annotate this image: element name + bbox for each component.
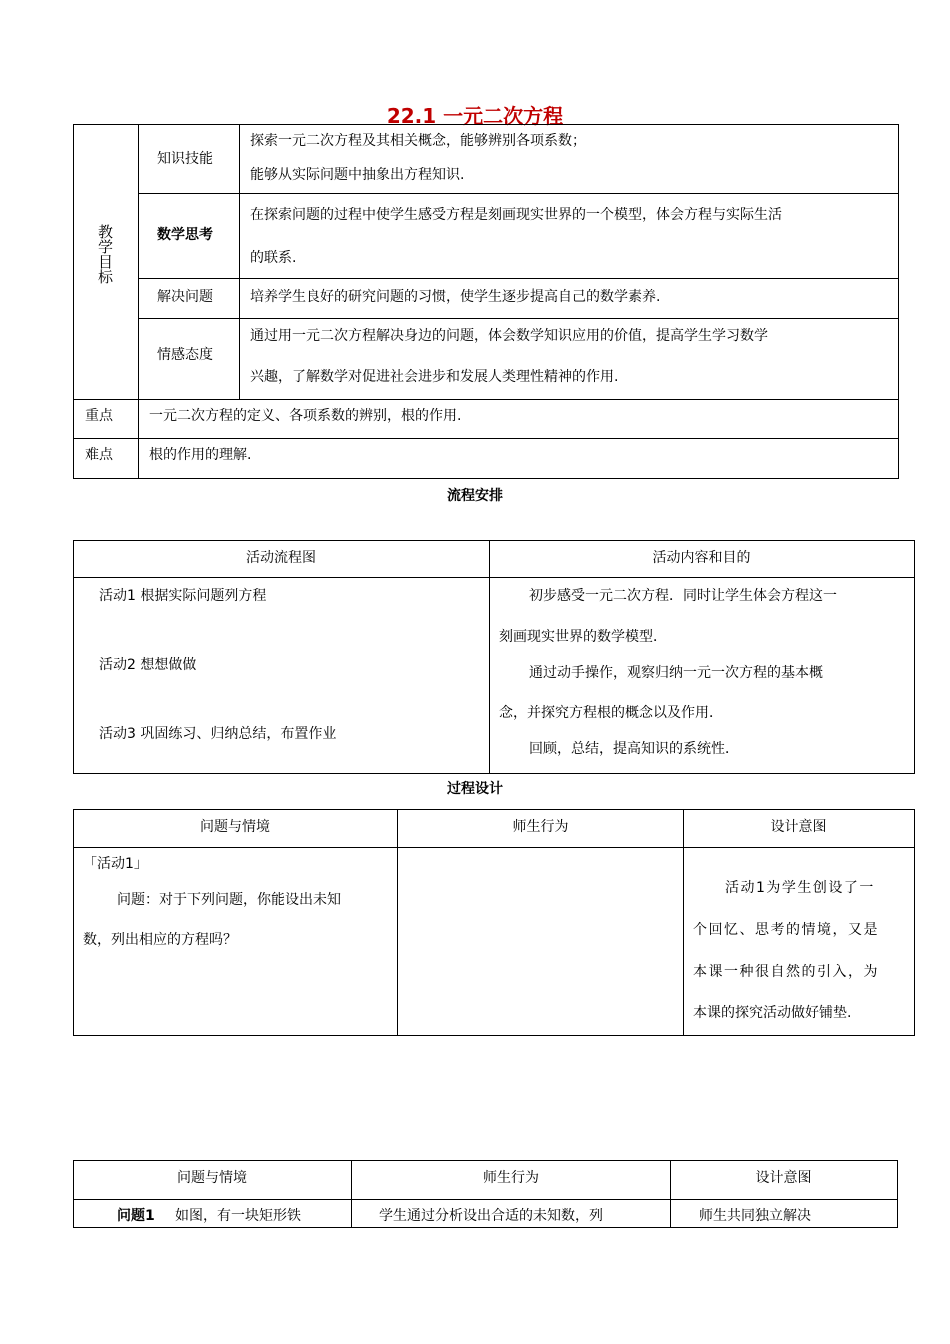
flow-activity: 活动2 想想做做 (99, 657, 197, 673)
objectives-group-label: 教学目标 (96, 224, 114, 284)
intent-text: 个回忆、思考的情境，又是 (693, 922, 879, 938)
design-col-header: 问题与情境 (200, 819, 270, 835)
objective-label-knowledge: 知识技能 (157, 151, 213, 167)
design-col-header: 师生行为 (512, 819, 569, 835)
design2-col-header: 设计意图 (755, 1170, 812, 1186)
flow-content: 刻画现实世界的数学模型． (499, 629, 667, 645)
objectives-table (73, 124, 899, 479)
behavior-text: 学生通过分析设出合适的未知数，列 (379, 1208, 603, 1224)
objective-text: 能够从实际问题中抽象出方程知识. (250, 167, 465, 183)
design-table-2 (73, 1160, 898, 1228)
difficulty-text: 根的作用的理解. (149, 447, 252, 463)
design-col-header: 设计意图 (770, 819, 827, 835)
question-text: 问题：对于下列问题，你能设出未知 (117, 892, 341, 908)
objective-label-attitude: 情感态度 (157, 347, 213, 363)
intent-text-2: 师生共同独立解决 (699, 1208, 811, 1224)
objective-text: 探索一元二次方程及其相关概念，能够辨别各项系数； (250, 133, 586, 149)
intent-text: 活动1为学生创设了一 (725, 880, 875, 896)
flow-col-header: 活动内容和目的 (652, 550, 751, 566)
objective-text: 通过用一元二次方程解决身边的问题，体会数学知识应用的价值，提高学生学习数学 (250, 328, 768, 344)
objective-label-thinking: 数学思考 (157, 227, 213, 243)
intent-text: 本课一种很自然的引入，为 (693, 964, 879, 980)
design2-col-header: 问题与情境 (177, 1170, 247, 1186)
key-point-label: 重点 (85, 408, 113, 424)
problem-text: 如图，有一块矩形铁 (175, 1208, 301, 1224)
problem-label: 问题1 (117, 1208, 155, 1224)
objective-text: 的联系. (250, 250, 297, 266)
flow-content: 通过动手操作，观察归纳一元一次方程的基本概 (529, 665, 823, 681)
design-table (73, 809, 915, 1036)
objective-label-problem: 解决问题 (157, 289, 213, 305)
design-heading: 过程设计 (447, 781, 503, 797)
flow-table (73, 540, 915, 774)
flow-content: 念，并探究方程根的概念以及作用． (499, 705, 723, 721)
flow-activity: 活动1 根据实际问题列方程 (99, 588, 267, 604)
flow-activity: 活动3 巩固练习、归纳总结，布置作业 (99, 726, 337, 742)
objective-text: 兴趣，了解数学对促进社会进步和发展人类理性精神的作用. (250, 369, 619, 385)
activity-tag: 「活动1」 (83, 856, 148, 872)
difficulty-label: 难点 (85, 447, 113, 463)
objective-text: 培养学生良好的研究问题的习惯，使学生逐步提高自己的数学素养. (250, 289, 661, 305)
page-title: 22.1 一元二次方程 (386, 104, 564, 128)
question-text: 数，列出相应的方程吗？ (83, 932, 237, 948)
flow-content: 初步感受一元二次方程．同时让学生体会方程这一 (529, 588, 837, 604)
objective-text: 在探索问题的过程中使学生感受方程是刻画现实世界的一个模型，体会方程与实际生活 (250, 207, 782, 223)
key-point-text: 一元二次方程的定义、各项系数的辨别，根的作用. (149, 408, 462, 424)
flow-content: 回顾，总结，提高知识的系统性． (529, 741, 739, 757)
flow-heading: 流程安排 (447, 488, 503, 504)
design2-col-header: 师生行为 (483, 1170, 539, 1186)
flow-col-header: 活动流程图 (246, 550, 316, 566)
intent-text: 本课的探究活动做好铺垫. (693, 1005, 852, 1021)
